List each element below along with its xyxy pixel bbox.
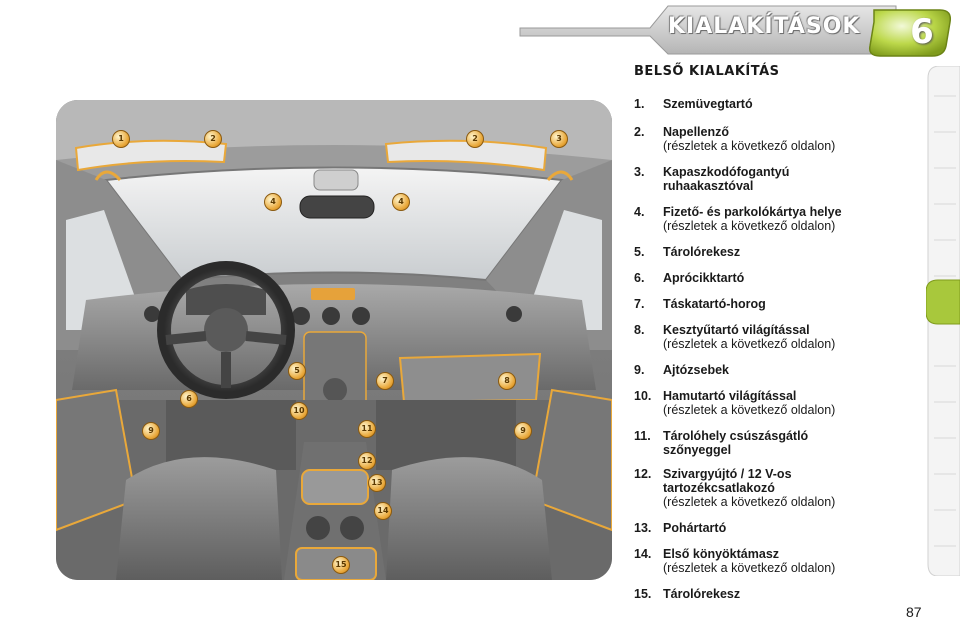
list-item (634, 323, 914, 351)
item-label: Kesztyűtartó világítással (663, 323, 810, 337)
callout-3: 3 (550, 130, 568, 148)
interior-illustration (56, 100, 612, 580)
item-number: 13. (634, 521, 652, 535)
item-note: (részletek a következő oldalon) (663, 139, 836, 153)
item-number: 6. (634, 271, 645, 285)
item-note: (részletek a következő oldalon) (663, 561, 836, 575)
chapter-title: KIALAKÍTÁSOK (668, 14, 861, 39)
list-item (634, 429, 914, 457)
callout-4-left: 4 (264, 193, 282, 211)
item-number: 14. (634, 547, 652, 561)
list-item (634, 205, 914, 233)
item-label: Hamutartó világítással (663, 389, 797, 403)
callout-13: 13 (368, 474, 386, 492)
item-number: 15. (634, 587, 652, 601)
item-label: Kapaszkodófogantyú ruhaakasztóval (663, 165, 790, 193)
section-title: BELSŐ KIALAKÍTÁS (634, 64, 780, 79)
callout-7: 7 (376, 372, 394, 390)
list-item (634, 547, 914, 575)
item-label: Táskatartó-horog (663, 297, 766, 311)
item-label: Tárolóhely csúszásgátló szőnyeggel (663, 429, 809, 457)
item-label: Első könyöktámasz (663, 547, 780, 561)
item-label: Tárolórekesz (663, 587, 741, 601)
callout-6: 6 (180, 390, 198, 408)
item-number: 2. (634, 125, 645, 139)
list-item (634, 165, 914, 193)
item-number: 12. (634, 467, 652, 481)
item-number: 1. (634, 97, 645, 111)
list-item (634, 97, 914, 111)
item-note: (részletek a következő oldalon) (663, 495, 836, 509)
callout-1: 1 (112, 130, 130, 148)
chapter-number: 6 (910, 12, 934, 52)
callout-11: 11 (358, 420, 376, 438)
item-number: 9. (634, 363, 645, 377)
item-label: Aprócikktartó (663, 271, 745, 285)
item-note: (részletek a következő oldalon) (663, 219, 836, 233)
page-number: 87 (906, 604, 922, 620)
item-label: Szivargyújtó / 12 V-os tartozékcsatlakozó (663, 467, 792, 495)
item-label: Napellenző (663, 125, 729, 139)
callout-12: 12 (358, 452, 376, 470)
list-item (634, 245, 914, 259)
callout-2-right: 2 (466, 130, 484, 148)
list-item (634, 521, 914, 535)
callout-9-left: 9 (142, 422, 160, 440)
callout-5: 5 (288, 362, 306, 380)
list-item (634, 587, 914, 601)
item-label: Fizető- és parkolókártya helye (663, 205, 842, 219)
list-item (634, 363, 914, 377)
list-item (634, 125, 914, 153)
callout-15: 15 (332, 556, 350, 574)
item-number: 10. (634, 389, 652, 403)
callout-14: 14 (374, 502, 392, 520)
callout-10: 10 (290, 402, 308, 420)
item-note: (részletek a következő oldalon) (663, 403, 836, 417)
item-label: Ajtózsebek (663, 363, 729, 377)
list-item (634, 271, 914, 285)
active-chapter-tab[interactable] (926, 280, 960, 324)
item-number: 4. (634, 205, 645, 219)
item-label: Szemüvegtartó (663, 97, 753, 111)
list-item (634, 297, 914, 311)
list-item (634, 389, 914, 417)
callout-9-right: 9 (514, 422, 532, 440)
item-number: 5. (634, 245, 645, 259)
callout-8: 8 (498, 372, 516, 390)
callout-4-right: 4 (392, 193, 410, 211)
chapter-tab-rail (926, 66, 960, 576)
item-number: 7. (634, 297, 645, 311)
item-note: (részletek a következő oldalon) (663, 337, 836, 351)
item-number: 3. (634, 165, 645, 179)
chapter-header (0, 0, 960, 60)
item-label: Tárolórekesz (663, 245, 741, 259)
item-number: 8. (634, 323, 645, 337)
item-label: Pohártartó (663, 521, 727, 535)
list-item (634, 467, 914, 509)
item-number: 11. (634, 429, 651, 443)
callout-2-left: 2 (204, 130, 222, 148)
